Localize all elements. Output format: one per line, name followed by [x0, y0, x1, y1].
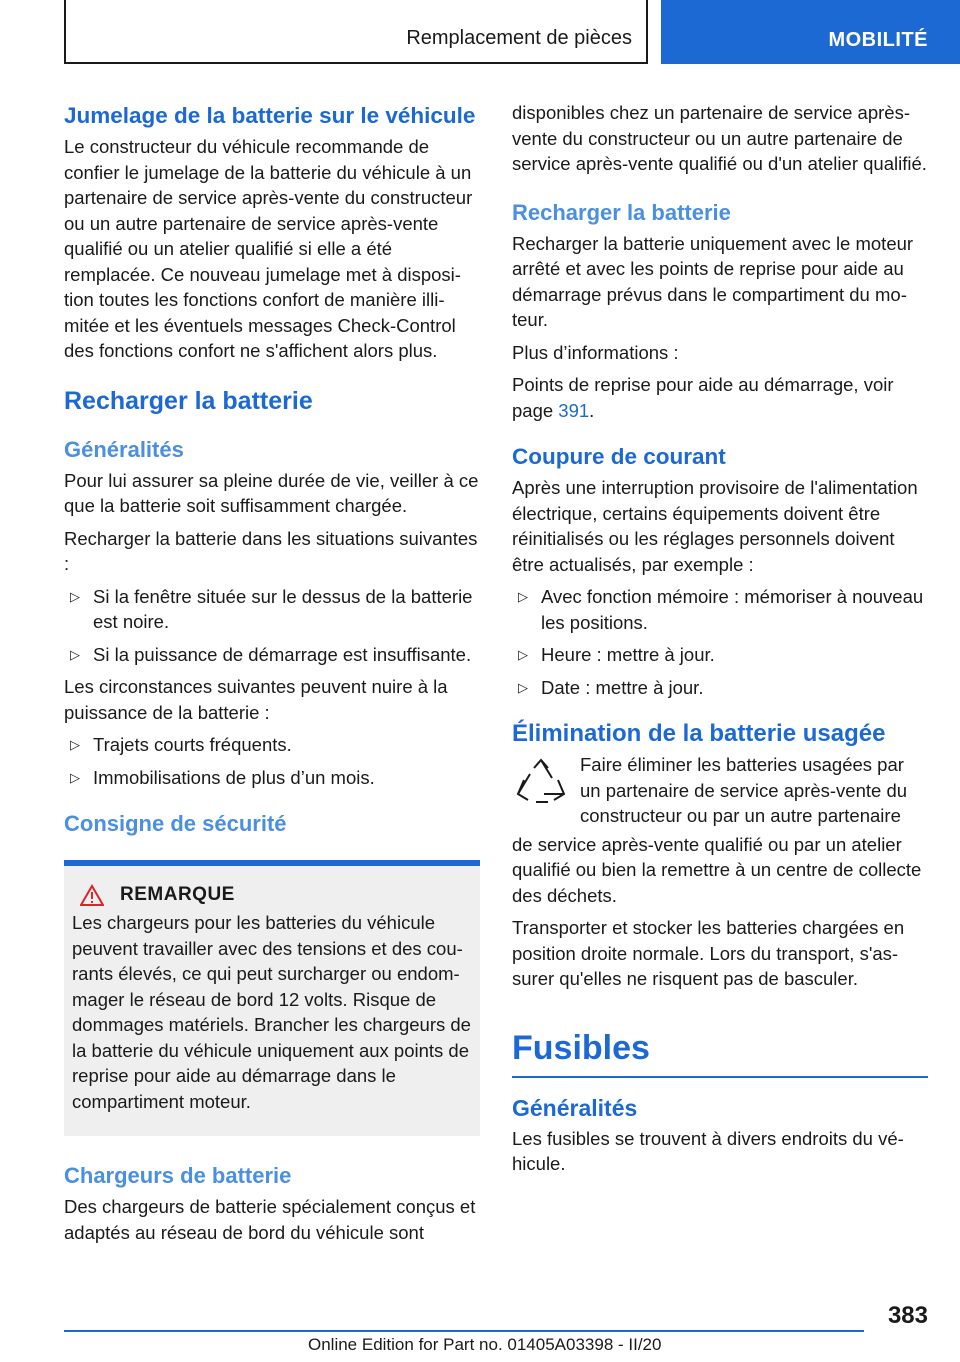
heading-battery-pairing: Jumelage de la batterie sur le véhicule [64, 103, 476, 128]
heading-safety: Consigne de sécurité [64, 811, 287, 836]
notice-box [64, 860, 480, 1136]
paragraph-general-2: Recharger la batterie dans les situations suivantes : [64, 527, 478, 574]
list-item: ▷ Heure : mettre à jour. [512, 642, 928, 668]
paragraph-disposal-2: Transporter et stocker les batteries chargées en position droite normale. Lors du transport, s'assurer qu'elles ne risquent pas de basculer. [512, 917, 905, 989]
footer-edition: Online Edition for Part no. 01405A03398 - II/20 [308, 1335, 662, 1354]
warning-triangle-icon [80, 884, 104, 906]
heading-battery-disposal: Élimination de la batterie usagée [512, 720, 886, 747]
paragraph-fuses: Les fusibles se trouvent à divers endroits du véhicule. [512, 1127, 904, 1174]
triangle-bullet-icon: ▷ [70, 646, 80, 662]
triangle-bullet-icon: ▷ [518, 647, 528, 662]
list-item: ▷ Trajets courts fréquents. [64, 732, 480, 758]
list-recharge-situations [64, 584, 480, 668]
disposal-block [512, 752, 928, 836]
triangle-bullet-icon: ▷ [518, 589, 528, 604]
paragraph-power-cut: Après une interruption provisoire de l'alimentation électrique, certains équipements doivent être réinitialisés ou les réglages personnels doivent être actualisés, par exemple : [512, 477, 918, 575]
list-item: ▷ Immobilisations de plus d’un mois. [64, 765, 480, 791]
page-number: 383 [887, 1302, 928, 1329]
triangle-bullet-icon: ▷ [70, 588, 80, 604]
paragraph-disposal-1: Faire éliminer les batteries usagées par un partenaire de service après-vente du constructeur ou par un autre partenaire [580, 754, 908, 826]
paragraph-recharge: Recharger la batterie uniquement avec le moteur arrêté et avec les points de reprise pour aide au démarrage prévus dans le compartiment du moteur. [512, 232, 914, 330]
list-item: ▷ Date : mettre à jour. [512, 675, 928, 701]
heading-recharge-battery: Recharger la batterie [64, 386, 313, 415]
header-section-box [64, 0, 648, 64]
list-item: ▷ Si la fenêtre située sur le dessus de la batterie est noire. [70, 585, 473, 632]
notice-header [72, 884, 472, 906]
paragraph-general-1: Pour lui assurer sa pleine durée de vie, veiller à ce que la batterie soit suffisamment chargée. [64, 469, 479, 516]
paragraph-circumstances: Les circonstances suivantes peuvent nuire à la puissance de la batterie : [64, 676, 448, 723]
fuses-heading-block [512, 1028, 928, 1078]
paragraph-battery-chargers: Des chargeurs de batterie spécialement conçus et adaptés au réseau de bord du véhicule sont [64, 1196, 476, 1243]
recycle-icon [514, 756, 568, 810]
header-section-title: Remplacement de pièces [406, 27, 632, 49]
heading-power-cut: Coupure de courant [512, 444, 726, 469]
triangle-bullet-icon: ▷ [518, 679, 528, 695]
paragraph-more-info: Plus d’informations : [512, 341, 679, 363]
heading-general: Généralités [64, 436, 184, 462]
triangle-bullet-icon: ▷ [70, 769, 80, 785]
header-chapter-title: MOBILITÉ [828, 29, 928, 51]
notice-title: REMARQUE [120, 884, 235, 905]
paragraph-battery-pairing: Le constructeur du véhicule recommande de confier le jumelage de la batterie du véhicule à un partenaire de service après-vente du constructeur ou un autre partenaire de service après-vente qualifié ou un atelier qualifié si elle a été remplacée. Ce nouveau jumelage met à disposition toutes les fonctions confort de manière illimitée et les éventuels messages Check-Control des fonctions confort ne s'affichent alors plus. [64, 136, 473, 361]
heading-general-fuses: Généralités [512, 1094, 638, 1121]
left-column [64, 100, 480, 1252]
list-item: ▷ Avec fonction mémoire : mémoriser à nouveau les positions. [518, 586, 924, 633]
heading-fuses: Fusibles [512, 1028, 650, 1067]
notice-text: Les chargeurs pour les batteries du véhicule peuvent travailler avec des tensions et des courants élevés, ce qui peut surcharger ou endommager le réseau de bord 12 volts. Risque de dommages matériels. Brancher les chargeurs de la batterie du véhicule uniquement aux points de reprise pour aide au démarrage dans le compartiment moteur. [72, 912, 471, 1112]
list-power-cut [512, 584, 928, 700]
heading-recharge-battery-2: Recharger la batterie [512, 199, 731, 225]
triangle-bullet-icon: ▷ [70, 737, 80, 752]
right-column [512, 100, 928, 1184]
paragraph-jump-points: Points de reprise pour aide au démarrage, voir page 391. [512, 374, 894, 421]
footer-rule [64, 1330, 864, 1332]
list-circumstances [64, 732, 480, 790]
paragraph-chargers-continued: disponibles chez un partenaire de service après-vente du constructeur ou un autre partenaire de service après-vente qualifié ou d'un atelier qualifié. [512, 102, 927, 174]
header-chapter-tab [661, 0, 960, 64]
heading-battery-chargers: Chargeurs de batterie [64, 1163, 292, 1188]
page-reference-link[interactable]: 391 [558, 399, 590, 421]
paragraph-disposal-1b: de service après-vente qualifié ou par un atelier qualifié ou bien la remettre à un centre de collecte des déchets. [512, 833, 922, 906]
list-item: ▷ Si la puissance de démarrage est insuffisante. [64, 642, 480, 668]
